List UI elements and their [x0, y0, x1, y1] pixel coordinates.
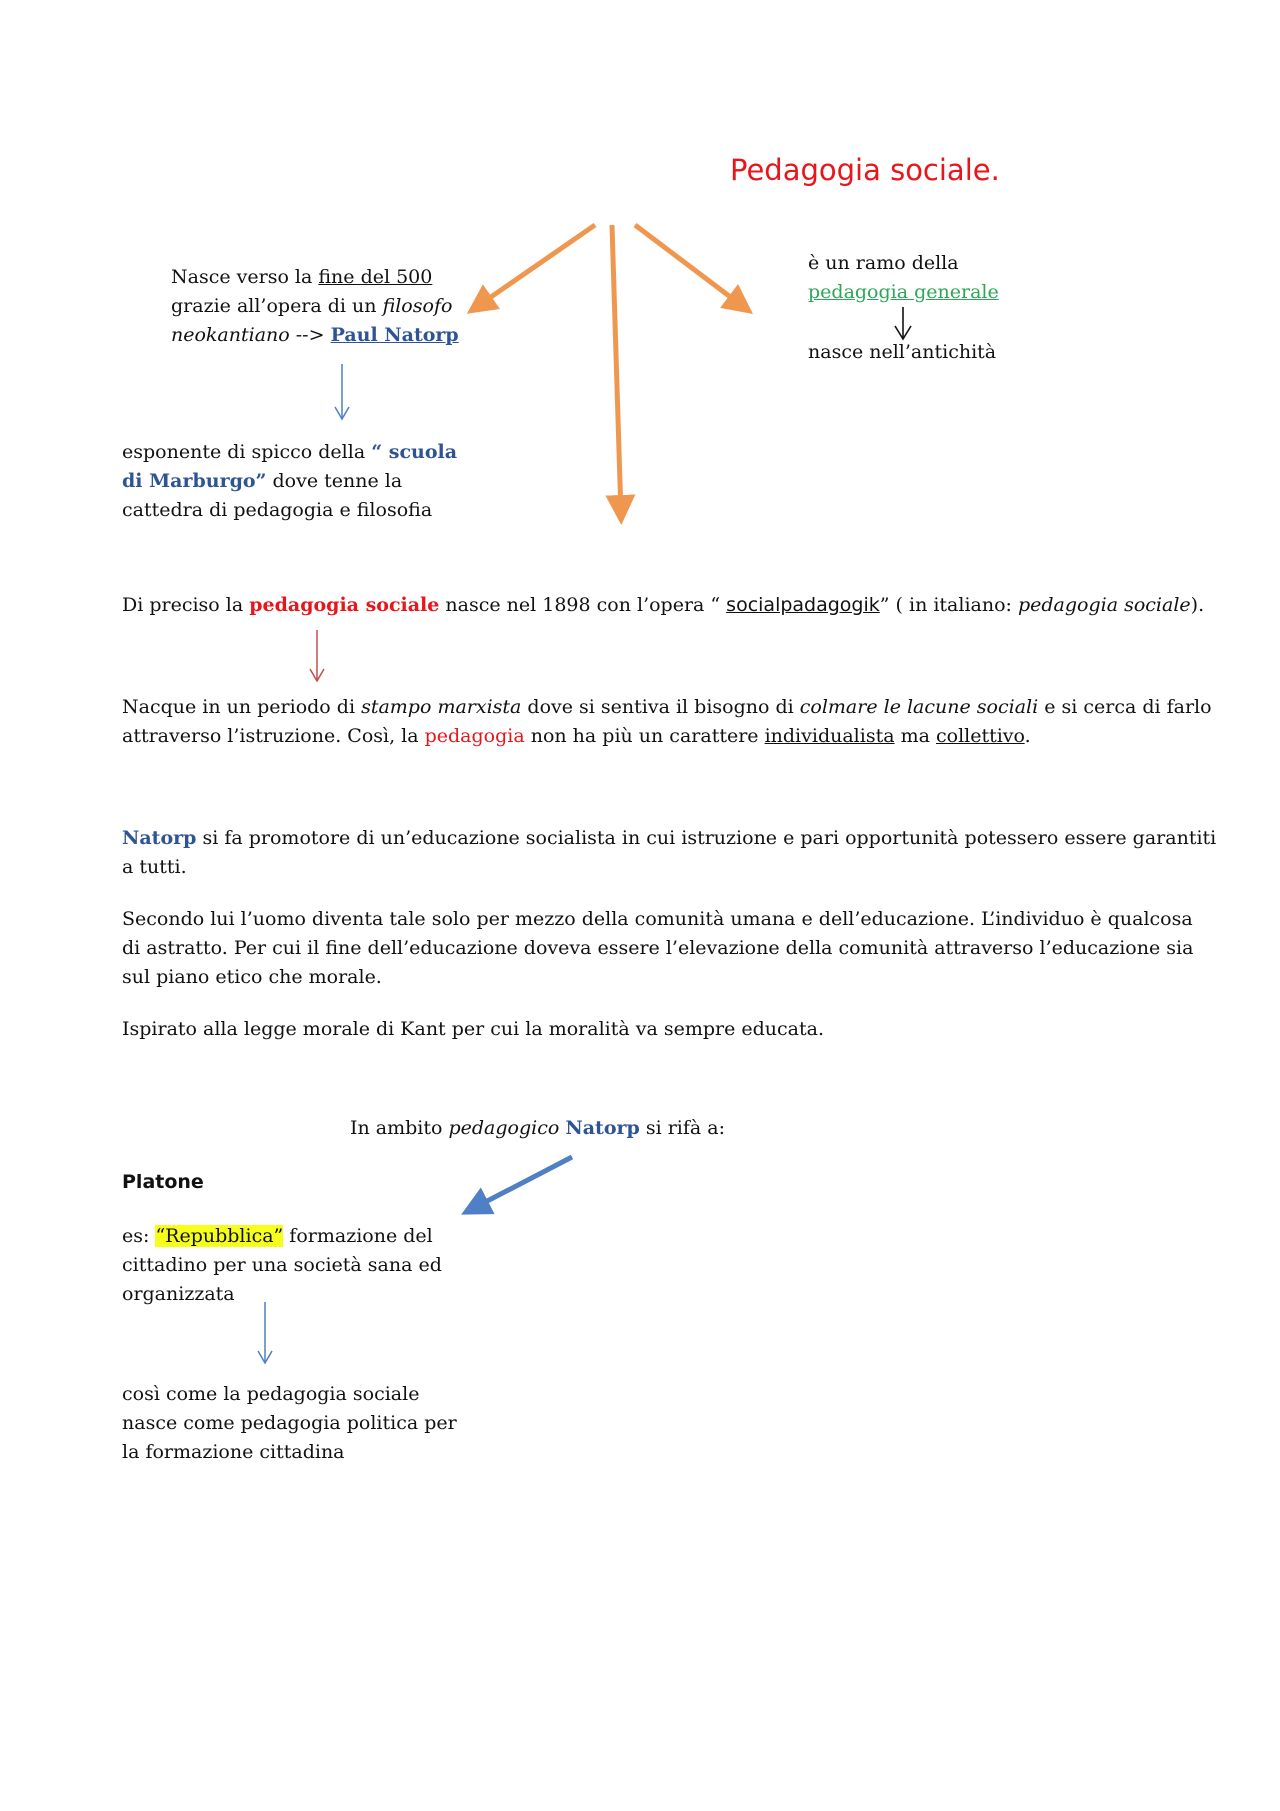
paragraph-marxista: Nacque in un periodo di stampo marxista dove si sentiva il bisogno di colmare le lacune sociali e si cerca di farlo attraverso l’istruzione. Così, la pedagogia non ha più un carattere individualista ma collettivo. — [122, 696, 1212, 747]
arrow-blue-platone — [470, 1157, 572, 1210]
paragraph-kant: Ispirato alla legge morale di Kant per cui la moralità va sempre educata. — [122, 1018, 824, 1040]
fine-del-500: fine del 500 — [318, 266, 433, 288]
origin-line-1: Nasce verso la fine del 500 — [171, 266, 433, 288]
paul-natorp-link[interactable]: Paul Natorp — [330, 324, 459, 346]
arrow-orange-right — [635, 225, 745, 308]
origin-line-3: neokantiano --> Paul Natorp — [171, 324, 459, 346]
platone-heading: Platone — [122, 1171, 204, 1193]
arrow-down-repubblica — [258, 1302, 272, 1363]
repubblica-highlight: “Repubblica” — [155, 1225, 284, 1247]
arrow-down-natorp — [335, 364, 349, 419]
arrow-down-generale — [895, 307, 911, 339]
arrow-orange-down — [612, 225, 621, 515]
arrow-orange-left — [475, 225, 595, 308]
origin-block — [171, 263, 471, 350]
repubblica-block: es: “Repubblica” formazione del cittadino per una società sana ed organizzata — [122, 1225, 442, 1305]
paragraph-comunita: Secondo lui l’uomo diventa tale solo per mezzo della comunità umana e dell’educazione. L’individuo è qualcosa di astratto. Per cui il fine dell’educazione doveva essere l’elevazione della comunità attraverso l’educazione sia sul piano etico che morale. — [122, 908, 1194, 988]
antichita-line: nasce nell’antichità — [808, 341, 997, 363]
branch-line-1: è un ramo della — [808, 252, 959, 274]
branch-block — [808, 249, 1108, 307]
pedagogia-politica-block: così come la pedagogia sociale nasce come pedagogia politica per la formazione cittadina — [122, 1383, 457, 1463]
arrow-down-red — [310, 630, 324, 681]
pedagogia-generale: pedagogia generale — [808, 281, 999, 303]
paragraph-natorp-socialista: Natorp si fa promotore di un’educazione socialista in cui istruzione e pari opportunità potessero essere garantiti a tutti. — [122, 827, 1217, 878]
page-title: Pedagogia sociale. — [730, 153, 1000, 187]
origin-line-2: grazie all’opera di un filosofo — [171, 295, 453, 317]
ambito-line: In ambito pedagogico Natorp si rifà a: — [350, 1117, 725, 1139]
marburg-block: esponente di spicco della “ scuola di Marburgo” dove tenne la cattedra di pedagogia e filosofia — [122, 441, 458, 521]
socialpadagogik-title: socialpadagogik — [726, 594, 880, 616]
paragraph-origin-1898: Di preciso la pedagogia sociale nasce nel 1898 con l’opera “ socialpadagogik” ( in italiano: pedagogia sociale). — [122, 594, 1205, 616]
